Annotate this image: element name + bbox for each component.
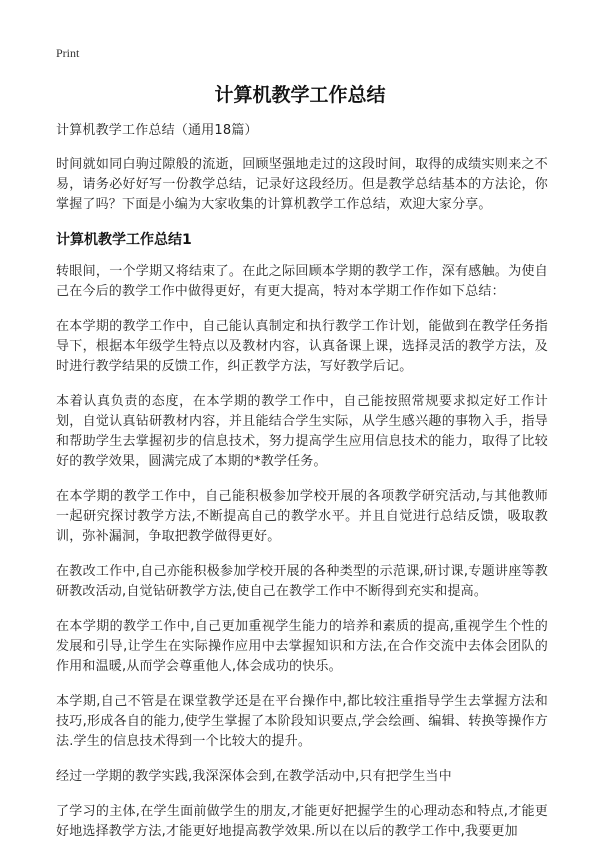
print-link[interactable]: Print [56, 46, 80, 60]
page-title: 计算机教学工作总结 [214, 84, 386, 106]
body-paragraph: 在本学期的教学工作中，自己能积极参加学校开展的各项教学研究活动,与其他教师一起研究探讨教学方法,不断提高自己的教学水平。并且自觉进行总结反馈，吸取教训，弥补漏洞，争取把教学做得更好。 [56, 489, 548, 544]
body-paragraph: 经过一学期的教学实践,我深深体会到,在教学活动中,只有把学生当中 [56, 769, 452, 784]
section-heading: 计算机教学工作总结1 [56, 232, 192, 248]
body-paragraph: 本学期,自己不管是在课堂教学还是在平台操作中,都比较注重指导学生去掌握方法和技巧,形成各自的能力,使学生掌握了本阶段知识要点,学会绘画、编辑、转换等操作方法.学生的信息技术得到一个比较大的提升。 [56, 694, 548, 749]
body-paragraph: 了学习的主体,在学生面前做学生的朋友,才能更好把握学生的心理动态和特点,才能更好地选择教学方法,才能更好地提高教学效果.所以在以后的教学工作中,我要更加 [56, 804, 548, 839]
body-paragraph: 在本学期的教学工作中，自己能认真制定和执行教学工作计划，能做到在教学任务指导下，根据本年级学生特点以及教材内容，认真备课上课，选择灵活的教学方法，及时进行教学结果的反馈工作，纠正教学方法，写好教学后记。 [56, 319, 548, 374]
intro-paragraph: 时间就如同白驹过隙般的流逝，回顾坚强地走过的这段时间，取得的成绩实则来之不易，请务必好好写一份教学总结，记录好这段经历。但是教学总结基本的方法论，你掌握了吗？下面是小编为大家收集的计算机教学工作总结，欢迎大家分享。 [56, 157, 548, 212]
body-paragraph: 本着认真负责的态度，在本学期的教学工作中，自己能按照常规要求拟定好工作计划，自觉认真钻研教材内容，并且能结合学生实际，从学生感兴趣的事物入手，指导和帮助学生去掌握初步的信息技术，努力提高学生应用信息技术的能力，取得了比较好的教学效果，圆满完成了本期的*教学任务。 [56, 394, 548, 469]
body-paragraph: 在本学期的教学工作中,自己更加重视学生能力的培养和素质的提高,重视学生个性的发展和引导,让学生在实际操作应用中去掌握知识和方法,在合作交流中去体会团队的作用和温暖,从而学会尊重他人,体会成功的快乐。 [56, 619, 548, 674]
article-subtitle: 计算机教学工作总结（通用18篇） [56, 123, 258, 138]
body-paragraph: 转眼间，一个学期又将结束了。在此之际回顾本学期的教学工作，深有感触。为使自己在今后的教学工作中做得更好，有更大提高，特对本学期工作作如下总结： [56, 264, 548, 299]
body-paragraph: 在教改工作中,自己亦能积极参加学校开展的各种类型的示范课,研讨课,专题讲座等教研教改活动,自觉钻研教学方法,使自己在教学工作中不断得到充实和提高。 [56, 564, 548, 599]
article-body [56, 121, 548, 857]
